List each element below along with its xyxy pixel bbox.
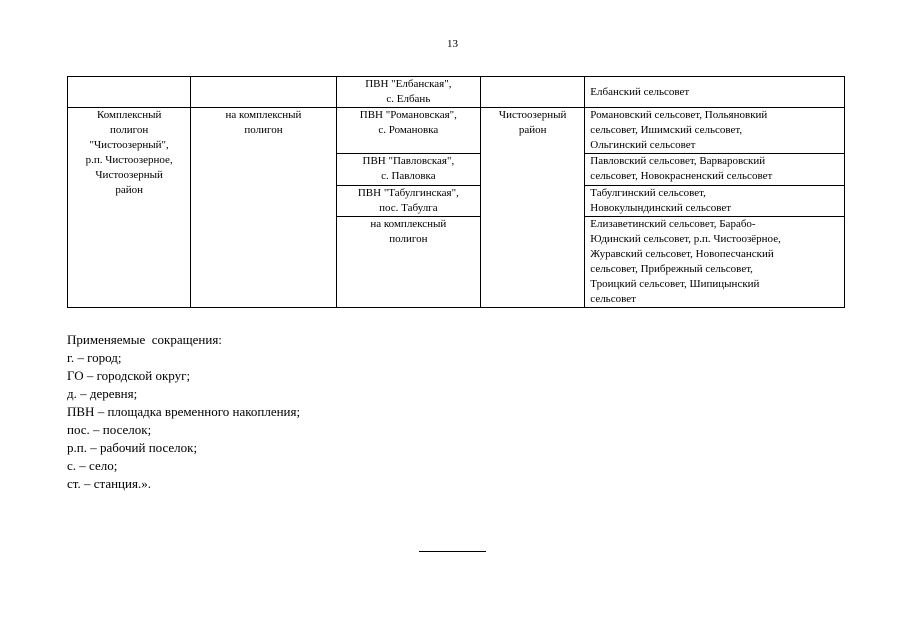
- cell-line: на комплексный: [225, 109, 302, 121]
- cell-line: ПВН "Елбанская",: [365, 78, 452, 90]
- table-cell: [585, 108, 845, 154]
- cell-line: Журавский сельсовет, Новопесчанский: [590, 248, 774, 260]
- table-cell: [336, 77, 480, 108]
- page-number: 13: [447, 38, 458, 50]
- table-cell: [336, 186, 480, 217]
- table-cell: [585, 77, 845, 108]
- cell-line: на комплексный: [370, 218, 447, 230]
- cell-line: полигон: [389, 233, 428, 245]
- cell-line: Новокулындинский сельсовет: [590, 202, 732, 214]
- cell-line: пос. Табулга: [379, 202, 438, 214]
- cell-line: полигон: [110, 124, 149, 136]
- table-cell: [336, 108, 480, 154]
- table-cell: [585, 154, 845, 186]
- cell-line: Чистоозерный: [498, 109, 567, 121]
- cell-line: Ольгинский сельсовет: [590, 139, 696, 151]
- cell-line: р.п. Чистоозерное,: [85, 154, 173, 166]
- cell-line: Чистоозерный: [95, 169, 163, 181]
- cell-line: сельсовет, Ишимский сельсовет,: [590, 124, 743, 136]
- table-cell: [336, 217, 480, 308]
- table-cell: [481, 108, 585, 308]
- cell-line: с. Елбань: [386, 93, 431, 105]
- cell-line: Табулгинский сельсовет,: [590, 187, 706, 199]
- cell-line: Елизаветинский сельсовет, Барабо-: [590, 218, 756, 230]
- cell-line: Троицкий сельсовет, Шипицынский: [590, 278, 760, 290]
- cell-line: полигон: [244, 124, 283, 136]
- table-row: [68, 108, 845, 154]
- abbreviation-item: р.п. – рабочий поселок;: [67, 440, 198, 455]
- table-cell: [191, 108, 336, 308]
- table-row: [68, 77, 845, 108]
- table-cell: [191, 77, 336, 108]
- cell-line: район: [518, 124, 547, 136]
- table-cell: [585, 186, 845, 217]
- table-cell: [481, 77, 585, 108]
- cell-line: с. Романовка: [378, 124, 439, 136]
- cell-line: район: [115, 184, 143, 196]
- abbreviations-block: [67, 331, 300, 493]
- abbreviation-item: д. – деревня;: [67, 386, 138, 401]
- cell-line: Елбанский сельсовет: [590, 85, 690, 98]
- closing-rule: [419, 551, 486, 552]
- waste-routing-table: [67, 76, 845, 308]
- abbreviations-heading: Применяемые сокращения:: [67, 332, 222, 347]
- cell-line: Романовский сельсовет, Польяновкий: [590, 109, 768, 121]
- cell-line: сельсовет: [590, 293, 636, 305]
- cell-line: ПВН "Павловская",: [362, 155, 455, 167]
- cell-line: Юдинский сельсовет, р.п. Чистоозёрное,: [590, 233, 781, 245]
- abbreviation-item: пос. – поселок;: [67, 422, 152, 437]
- abbreviation-item: ПВН – площадка временного накопления;: [67, 404, 301, 419]
- abbreviation-item: г. – город;: [67, 350, 122, 365]
- table-cell: [68, 77, 191, 108]
- cell-line: ПВН "Табулгинская",: [357, 187, 459, 199]
- abbreviation-item: с. – село;: [67, 458, 118, 473]
- cell-line: сельсовет, Прибрежный сельсовет,: [590, 263, 753, 275]
- cell-line: с. Павловка: [381, 170, 436, 182]
- table-cell: [585, 217, 845, 308]
- cell-line: "Чистоозерный",: [89, 139, 169, 151]
- table-cell: [336, 154, 480, 186]
- abbreviation-item: ст. – станция.».: [67, 476, 151, 491]
- cell-line: Комплексный: [96, 109, 162, 121]
- abbreviation-item: ГО – городской округ;: [67, 368, 191, 383]
- table-cell: [68, 108, 191, 308]
- cell-line: сельсовет, Новокрасненский сельсовет: [590, 170, 773, 182]
- cell-line: ПВН "Романовская",: [359, 109, 457, 121]
- cell-line: Павловский сельсовет, Варваровский: [590, 155, 766, 167]
